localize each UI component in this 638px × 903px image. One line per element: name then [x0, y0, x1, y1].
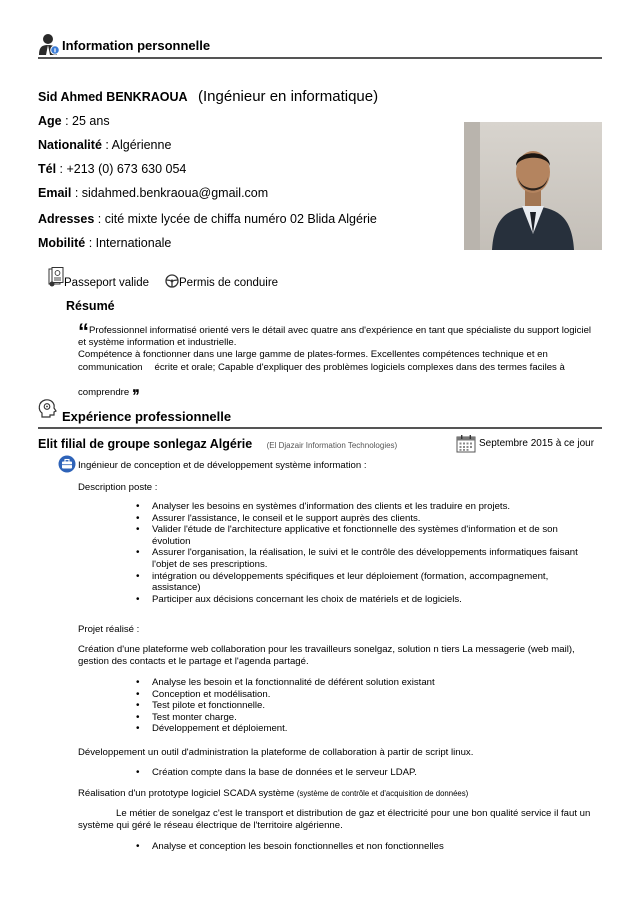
project-description: Réalisation d'un prototype logiciel SCADA système (système de contrôle et d'acquisition de données)	[78, 788, 469, 799]
list-item: • Participer aux décisions concernant les choix de matériels et de logiciels.	[152, 594, 592, 606]
list-item: • Analyse les besoin et la fonctionnalité de déférent solution existant	[152, 677, 592, 689]
project2-items	[152, 767, 592, 779]
company-note: (El Djazair Information Technologies)	[266, 441, 398, 450]
list-item: • Analyser les besoins en systèmes d'information des clients et les traduire en projets.	[152, 501, 592, 513]
open-quote: “	[78, 319, 89, 344]
list-item: • Analyse et conception les besoin fonctionnelles et non fonctionnelles	[152, 841, 592, 853]
list-item: • Assurer l'assistance, le conseil et le support auprès des clients.	[152, 513, 592, 525]
section-divider	[38, 427, 602, 429]
calendar-icon	[456, 434, 476, 453]
project3-items	[152, 841, 592, 853]
list-item: • Test pilote et fonctionnelle.	[152, 700, 592, 712]
profile-photo	[464, 122, 602, 250]
list-item: • Valider l'étude de l'architecture applicative et fonctionnelle des systèmes d'information et de son évolution	[152, 524, 577, 547]
section-title-experience: Expérience professionnelle	[62, 409, 232, 424]
project-context: Le métier de sonelgaz c'est le transport et distribution de gaz et électricité pour une bon qualité service il faut un système qui géré le réseau électrique de l'territoire algérienne.	[78, 808, 591, 832]
role-text: (Ingénieur en informatique)	[198, 88, 379, 105]
project-description: Création d'une plateforme web collaboration pour les travailleurs sonelgaz, solution n tiers La messagerie (web mail), gestion des contacts et le partage et l'agenda partagé.	[78, 644, 575, 668]
field-phone: Tél : +213 (0) 673 630 054	[38, 162, 187, 176]
company-name: Elit filial de groupe sonlegaz Algérie	[38, 437, 253, 451]
field-mobility: Mobilité : Internationale	[38, 236, 172, 250]
list-item: • Assurer l'organisation, la réalisation, le suivi et le contrôle des développements informatiques faisant l'objet de ses prescriptions.	[152, 547, 587, 570]
field-nationality: Nationalité : Algérienne	[38, 138, 172, 152]
license-text: Permis de conduire	[179, 277, 279, 289]
company-line	[38, 435, 397, 453]
steering-wheel-icon	[165, 274, 179, 288]
list-item: • Test monter charge.	[152, 712, 592, 724]
project-note: (système de contrôle et d'acquisition de données)	[296, 789, 469, 798]
briefcase-icon	[58, 455, 76, 473]
candidate-name	[38, 88, 378, 106]
description-label: Description poste :	[78, 482, 158, 493]
head-gear-icon	[36, 397, 58, 419]
passport-text: Passeport valide	[64, 277, 150, 289]
field-email: Email : sidahmed.benkraoua@gmail.com	[38, 186, 269, 200]
summary-title: Résumé	[66, 299, 115, 313]
user-info-icon	[38, 32, 60, 56]
duties-list	[152, 501, 592, 605]
section-title-personal: Information personnelle	[62, 38, 211, 53]
job-date: Septembre 2015 à ce jour	[479, 438, 595, 449]
projects-label: Projet réalisé :	[78, 624, 140, 635]
name-text: Sid Ahmed BENKRAOUA	[38, 90, 188, 104]
close-quote: ,,	[131, 375, 138, 396]
section-divider	[38, 57, 602, 59]
field-address: Adresses : cité mixte lycée de chiffa numéro 02 Blida Algérie	[38, 212, 377, 226]
summary-text: “Professionnel informatisé orienté vers le détail avec quatre ans d'expérience en tant que spécialiste du support logiciel et système information et industrielle. Compétence à fonctionner dans une large gamme de plates-formes. Excellentes compétences technique et en communication écrite et orale; Capable d'expliquer des problèmes logiciels complexes dans des termes faciles à comprendre ,,	[78, 319, 592, 398]
project-description: Développement un outil d'administration la plateforme de collaboration à partir de script linux.	[78, 747, 474, 758]
list-item: • Conception et modélisation.	[152, 689, 592, 701]
job-title: Ingénieur de conception et de développement système information :	[78, 460, 367, 471]
list-item: • intégration ou développements spécifiques et leur déploiement (formation, accompagnement, assistance)	[152, 571, 572, 594]
field-age: Age : 25 ans	[38, 114, 110, 128]
list-item: • Développement et déploiement.	[152, 723, 592, 735]
project1-items	[152, 677, 592, 735]
list-item: • Création compte dans la base de données et le serveur LDAP.	[152, 767, 592, 779]
